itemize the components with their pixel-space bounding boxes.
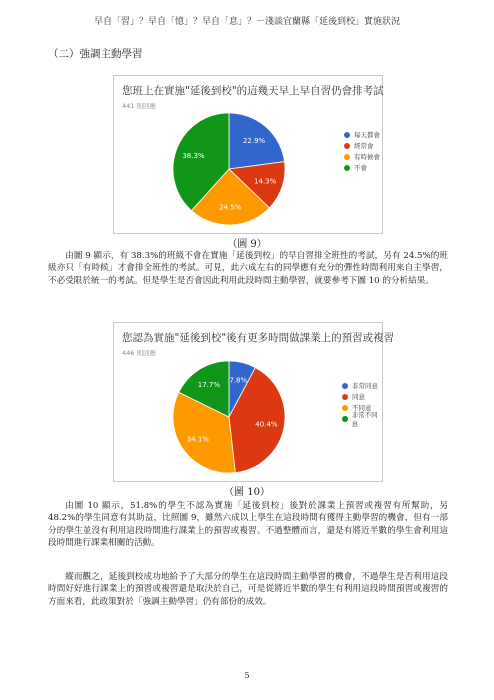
chart-2-legend-swatch-3 bbox=[342, 416, 348, 422]
chart-1-legend-item-2 bbox=[344, 151, 380, 162]
chart-1-legend-swatch-2 bbox=[344, 154, 350, 160]
chart-2-pie bbox=[169, 357, 289, 477]
chart-1-title: 您班上在實施"延後到校"的這幾天早上早自習仍會排考試 bbox=[122, 85, 384, 97]
chart-1-legend-label-0: 每天都會 bbox=[354, 131, 380, 139]
figure-2-caption: （圖 10） bbox=[224, 487, 270, 498]
chart-1-legend-item-3 bbox=[344, 162, 380, 173]
chart-2-legend-swatch-0 bbox=[342, 383, 348, 389]
chart-1-legend bbox=[344, 129, 380, 173]
paragraph-2: 由圖 10 顯示，51.8%的學生不認為實施「延後到校」後對於課業上預習或複習有所幫助，另 48.2%的學生同意有其助益，比照圖 9，雖然六成以上學生在這段時間有獲得主動學習的機會，但有一部分的學生並沒有利用這段時間進行課業上的預習或複習。不過整體而言，還是有將近半數的學生會利用這段時間進行課業相關的活動。 bbox=[48, 501, 448, 549]
chart-2-legend-item-0 bbox=[342, 380, 382, 391]
chart-1-legend-label-1: 經常會 bbox=[354, 142, 374, 150]
chart-2-legend-item-3 bbox=[342, 410, 382, 428]
paragraph-3: 縱而觀之，延後到校成功地給予了大部分的學生在這段時間主動學習的機會，不過學生是否利用這段時間好好進行課業上的預習或複習還是取決於自己，可是從將近半數的學生有利用這段時間預習或複習的方面來看，此政策對於「強調主動學習」仍有部份的成效。 bbox=[48, 572, 448, 607]
chart-1-pie bbox=[169, 109, 289, 229]
chart-1-legend-item-1 bbox=[344, 140, 380, 151]
chart-2-legend-label-1: 同意 bbox=[352, 393, 365, 401]
chart-1-slice-label-2: 24.5% bbox=[219, 203, 242, 212]
chart-2-title: 您認為實施"延後到校"後有更多時間做課業上的預習或複習 bbox=[122, 332, 395, 344]
chart-2-legend-label-0: 非常同意 bbox=[352, 382, 378, 390]
chart-1-legend-swatch-1 bbox=[344, 143, 350, 149]
section-title: （二）強調主動學習 bbox=[48, 48, 143, 60]
chart-2-legend-label-3: 非常不同意 bbox=[351, 410, 378, 428]
running-header: 早自「習」？早自「憶」？早自「息」？－淺談宜蘭縣「延後到校」實施狀況 bbox=[93, 17, 400, 27]
chart-2-slice-label-0: 7.8% bbox=[229, 376, 248, 385]
chart-1-legend-label-2: 有時候會 bbox=[354, 153, 380, 161]
chart-2-frame bbox=[113, 322, 395, 482]
chart-1-legend-swatch-3 bbox=[344, 165, 350, 171]
chart-2-legend-swatch-2 bbox=[342, 405, 348, 411]
chart-1-legend-label-3: 不會 bbox=[354, 164, 367, 172]
chart-2-legend-label-2: 不同意 bbox=[352, 404, 372, 412]
chart-2-subtitle: 446 則回應 bbox=[122, 349, 156, 357]
chart-1-legend-swatch-0 bbox=[344, 132, 350, 138]
chart-2-slice-label-1: 40.4% bbox=[255, 420, 278, 429]
chart-2-legend bbox=[342, 380, 382, 428]
chart-2-slice-label-2: 34.1% bbox=[186, 435, 209, 444]
paragraph-1: 由圖 9 顯示，有 38.3%的班級不會在實施「延後到校」的早自習排全班性的考試，另有 24.5%的班級亦只「有時候」才會排全班性的考試。可見，此六成左右的同學應有充分的彈性時間利用來自主學習，不必受限於統一的考試。但是學生是否會因此利用此段時間主動學習，就要參考下圖 10 的分析結果。 bbox=[48, 251, 448, 286]
chart-1-slice-label-1: 14.3% bbox=[254, 177, 277, 186]
chart-1-legend-item-0 bbox=[344, 129, 380, 140]
chart-2-legend-item-1 bbox=[342, 391, 382, 402]
chart-1-frame bbox=[113, 75, 383, 234]
chart-1-slice-label-3: 38.3% bbox=[182, 151, 205, 160]
chart-2-slice-label-3: 17.7% bbox=[197, 381, 221, 390]
page-number: 5 bbox=[244, 671, 250, 680]
figure-1-caption: （圖 9） bbox=[227, 239, 267, 250]
chart-1-slice-label-0: 22.9% bbox=[242, 136, 266, 145]
chart-1-subtitle: 441 則回應 bbox=[122, 102, 156, 110]
chart-2-legend-swatch-1 bbox=[342, 394, 348, 400]
